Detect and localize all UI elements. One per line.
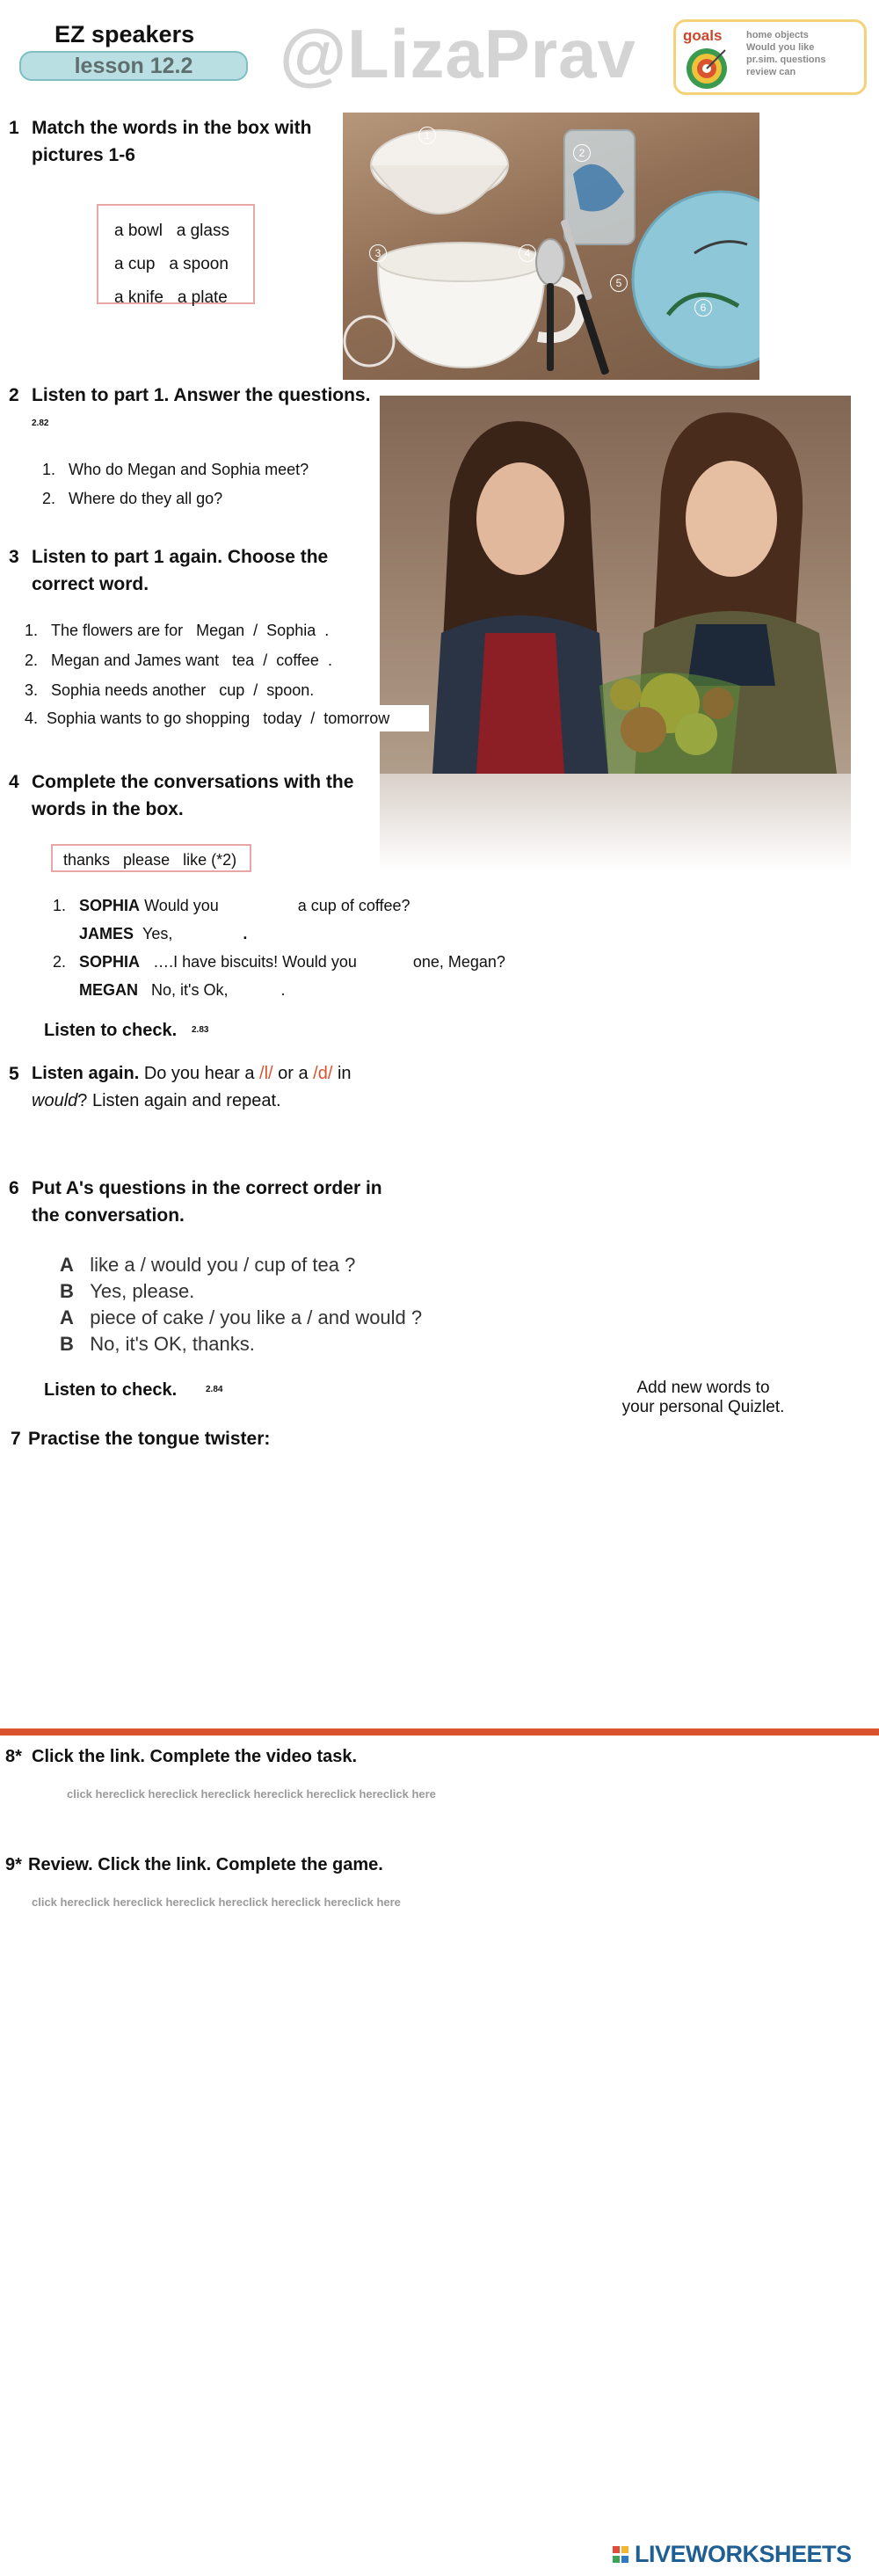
s6-line-2: Yes, please. [90,1280,195,1302]
lesson-badge: lesson 12.2 [19,51,248,81]
s3-item-2-text: Megan and James want [51,651,220,669]
speaker-a: A [60,1306,74,1328]
s8-number: 8* [5,1747,22,1766]
s3-title-line2: correct word. [32,574,149,594]
liveworksheets-icon [612,2545,631,2565]
s2-title: Listen to part 1. Answer the questions. [32,385,371,405]
s6-line-1[interactable]: like a / would you / cup of tea ? [90,1254,356,1276]
target-icon [685,47,729,91]
s1-title-line2: pictures 1-6 [32,145,135,165]
s4-track: 2.83 [192,1025,209,1035]
photo-label-5: 5 [610,274,628,292]
s4-title-line2: words in the box. [32,799,184,819]
photo-label-1: 1 [418,127,436,144]
s7-number: 7 [11,1429,21,1449]
photo-fade [380,774,851,870]
s4-number: 4 [9,772,19,792]
s4-word-box: thanks please like (*2) [51,844,251,872]
s3-item-end: . [327,651,332,669]
goals-box [673,19,867,95]
s1-word-box [97,204,255,307]
worksheet-title: EZ speakers [54,21,195,47]
word-spoon: a spoon [169,255,229,273]
tableware-illustration [343,113,759,380]
s3-item-4-text: Sophia wants to go shopping [47,709,251,727]
speaker-megan: MEGAN [79,981,138,999]
s5-text: Do you hear a [143,1064,255,1083]
s5-number: 5 [9,1064,19,1084]
goal-item: Would you like [746,42,815,53]
sound-d: /d/ [313,1064,333,1083]
s9-game-link[interactable]: click hereclick hereclick hereclick hereclick hereclick hereclick here [32,1896,401,1909]
s5-rest: ? Listen again and repeat. [77,1091,281,1110]
s1-number: 1 [9,118,19,138]
s5-in: in [337,1064,352,1083]
women-photo [380,396,851,774]
s4-title-line1: Complete the conversations with the [32,772,354,792]
watermark: @LizaPrav [280,15,636,92]
women-illustration [380,396,851,774]
goal-item: pr.sim. questions [746,55,826,65]
photo-label-6: 6 [694,299,712,317]
option-tea[interactable]: tea [232,651,255,669]
speaker-sophia-2: SOPHIA [79,953,141,971]
s3-item-end: . [324,622,330,639]
liveworksheets-brand: LIVEWORKSHEETS [635,2541,852,2567]
s8-video-link[interactable]: click hereclick hereclick hereclick hereclick hereclick hereclick here [67,1787,436,1801]
goal-item: home objects [746,30,809,40]
conv-num: 1. [53,897,67,914]
photo-label-2: 2 [573,144,591,162]
liveworksheets-logo [612,2541,852,2568]
s6-title-line1: Put A's questions in the correct order in [32,1178,382,1198]
word-knife: a knife [114,288,163,307]
conv-num: 2. [53,953,67,971]
quizlet-line1: Add new words to [636,1379,770,1397]
s9-number: 9* [5,1855,22,1874]
conv2-line2b: . [280,981,286,999]
option-coffee[interactable]: coffee [276,651,319,669]
s6-track: 2.84 [206,1385,223,1394]
s2-question-1: Who do Megan and Sophia meet? [69,461,309,478]
s3-item-3-text: Sophia needs another [51,681,207,699]
s2-number: 2 [9,385,19,405]
section-divider [0,1728,879,1736]
tableware-photo [343,113,759,380]
option-today[interactable]: today [263,709,302,727]
s2-question-2: Where do they all go? [69,490,223,507]
word-glass: a glass [176,222,229,240]
conv1-line2a: Yes, [142,925,173,942]
s6-check: Listen to check. [44,1380,178,1400]
photo-label-3: 3 [369,244,387,262]
s6-number: 6 [9,1178,19,1198]
conv2-line1a: ….I have biscuits! Would you [153,953,357,971]
s3-item-num: 4. [25,709,39,727]
s3-title-line1: Listen to part 1 again. Choose the [32,547,329,567]
s2-track: 2.82 [32,418,49,428]
speaker-james: JAMES [79,925,134,942]
s6-line-4: No, it's OK, thanks. [90,1333,255,1355]
sound-l: /l/ [259,1064,273,1083]
s3-item-num: 3. [25,681,39,699]
s5-would: would [32,1091,78,1110]
speaker-b: B [60,1333,74,1355]
s9-title: Review. Click the link. Complete the game. [28,1855,383,1874]
s3-item-num: 1. [25,622,39,639]
s5-lead: Listen again. [32,1064,140,1083]
quizlet-line2: your personal Quizlet. [621,1398,785,1416]
s4-check: Listen to check. [44,1021,178,1040]
conv1-line1a: Would you [144,897,219,914]
word-plate: a plate [177,288,228,307]
s5-or: or a [278,1064,309,1083]
s3-item-1-text: The flowers are for [51,622,184,639]
option-cup[interactable]: cup [219,681,245,699]
goal-item: review can [746,67,796,77]
s3-number: 3 [9,547,19,567]
conv2-line2a: No, it's Ok, [151,981,229,999]
s6-title-line2: the conversation. [32,1205,185,1226]
conv1-line1b: a cup of coffee? [297,897,410,914]
photo-label-4: 4 [519,244,536,262]
s3-item-4-row: 4. Sophia wants to go shopping today / tomorrow [19,705,429,731]
s7-title: Practise the tongue twister: [28,1429,271,1449]
conv1-line2b: . [243,925,248,942]
speaker-b: B [60,1280,74,1302]
conv2-line1b: one, Megan? [412,953,505,971]
s8-title: Click the link. Complete the video task. [32,1747,358,1766]
speaker-sophia: SOPHIA [79,897,141,914]
s1-title-line1: Match the words in the box with [32,118,312,138]
option-megan[interactable]: Megan [196,622,245,639]
option-sophia[interactable]: Sophia [266,622,316,639]
s3-item-num: 2. [25,651,39,669]
goals-label: goals [683,27,723,44]
s6-line-3[interactable]: piece of cake / you like a / and would ? [90,1306,423,1328]
word-cup: a cup [114,255,156,273]
word-bowl: a bowl [114,222,163,240]
option-spoon[interactable]: spoon. [266,681,315,699]
option-tomorrow[interactable]: tomorrow [323,709,390,727]
speaker-a: A [60,1254,74,1276]
